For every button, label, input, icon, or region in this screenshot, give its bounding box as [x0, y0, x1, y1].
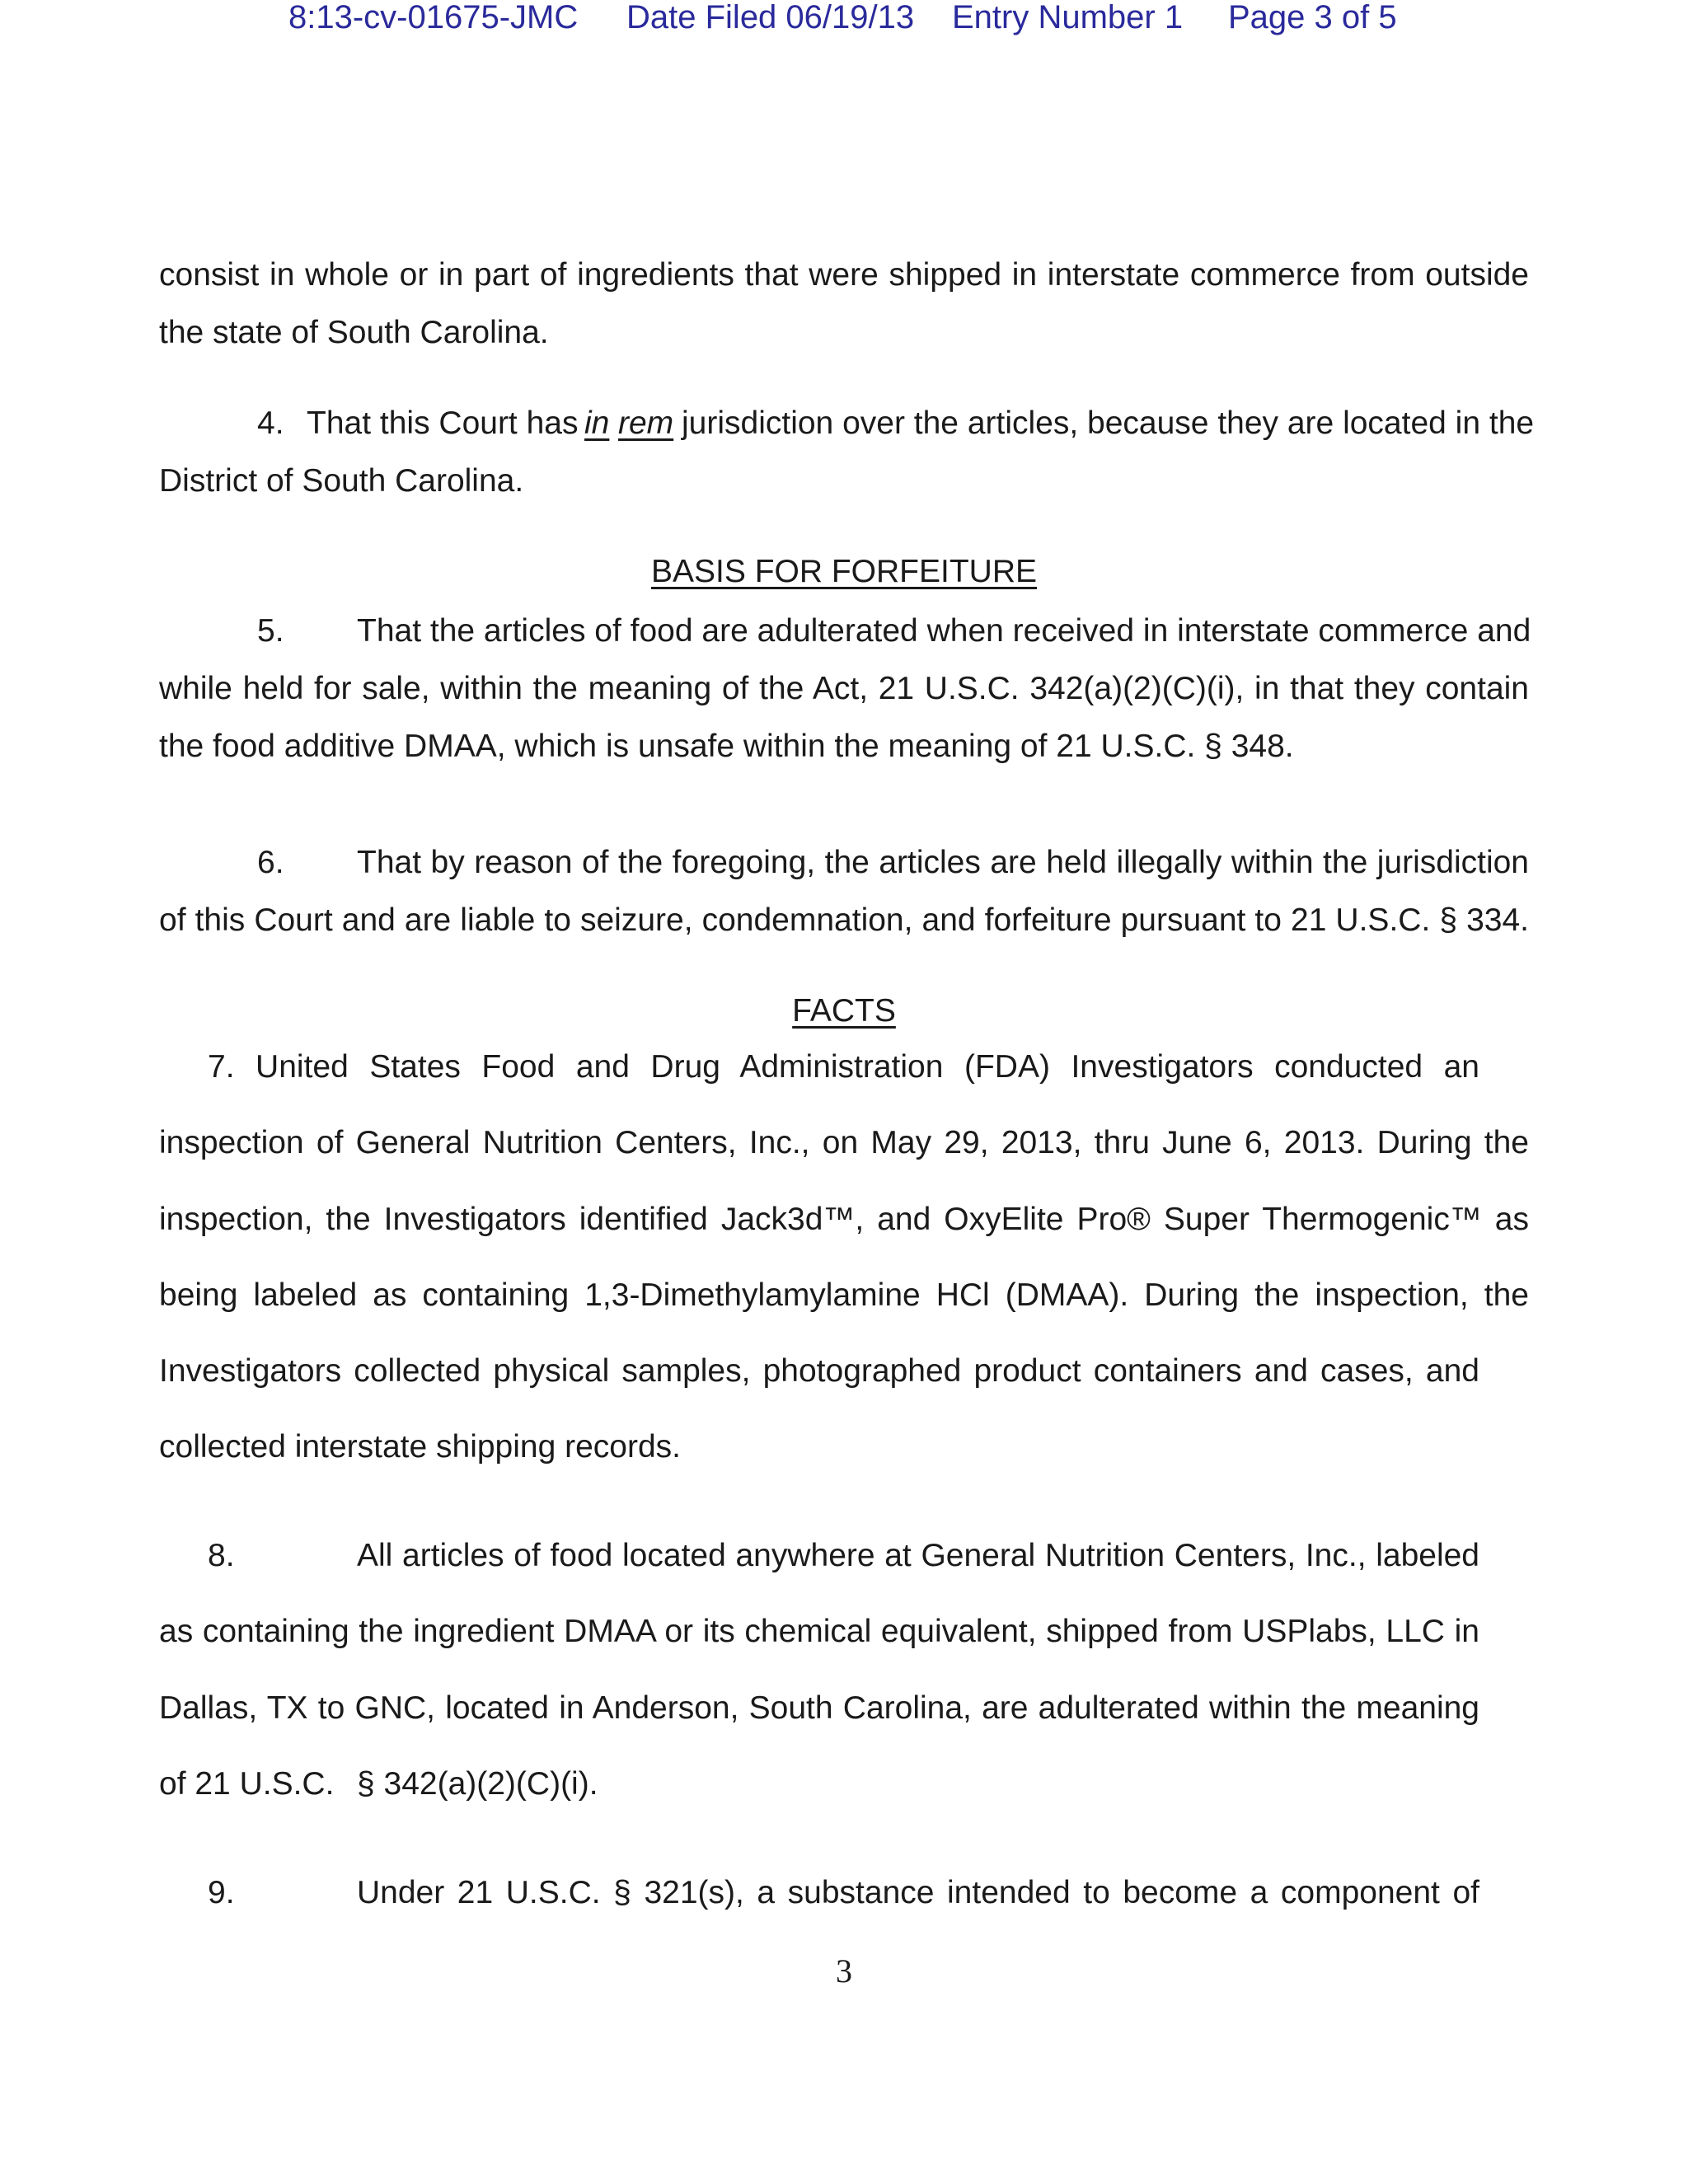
paragraph-4-number: 4.: [257, 405, 284, 441]
case-number: 8:13-cv-01675-JMC: [288, 0, 579, 35]
continuation-line-1: consist in whole or in part of ingredients that were shipped in interstate commerce from outside: [159, 257, 1529, 293]
continuation-line-2: the state of South Carolina.: [159, 315, 549, 350]
paragraph-8-line-3: Dallas, TX to GNC, located in Anderson, South Carolina, are adulterated within the meaning: [159, 1690, 1479, 1726]
paragraph-4-text-after: jurisdiction over the articles, because they are located in the: [682, 405, 1535, 441]
paragraph-4-in-term: in: [584, 405, 610, 441]
paragraph-5-line-3: the food additive DMAA, which is unsafe within the meaning of 21 U.S.C. § 348.: [159, 729, 1294, 764]
paragraph-8-line-1: All articles of food located anywhere at General Nutrition Centers, Inc., labeled: [357, 1538, 1479, 1573]
paragraph-5-line-2: while held for sale, within the meaning of the Act, 21 U.S.C. 342(a)(2)(C)(i), in that they contain: [159, 671, 1529, 706]
paragraph-7-line-5: Investigators collected physical samples, photographed product containers and cases, and: [159, 1353, 1479, 1389]
entry-number: Entry Number 1: [952, 0, 1184, 35]
paragraph-5-line-1: That the articles of food are adulterated when received in interstate commerce and: [357, 613, 1531, 649]
paragraph-7-line-4: being labeled as containing 1,3-Dimethylamylamine HCl (DMAA). During the inspection, the: [159, 1277, 1529, 1313]
paragraph-7-line-6: collected interstate shipping records.: [159, 1429, 682, 1465]
paragraph-8-line-4-citation: of 21 U.S.C.: [159, 1766, 335, 1802]
facts-heading: FACTS: [792, 993, 896, 1029]
paragraph-4-rem-term: rem: [618, 405, 674, 441]
paragraph-6-number: 6.: [257, 845, 284, 880]
paragraph-4-line-2: District of South Carolina.: [159, 463, 524, 499]
paragraph-7-line-3: inspection, the Investigators identified Jack3d™, and OxyElite Pro® Super Thermogenic™ as: [159, 1202, 1529, 1237]
paragraph-9-line-1: Under 21 U.S.C. § 321(s), a substance intended to become a component of: [357, 1875, 1479, 1910]
paragraph-4-text-before: That this Court has: [307, 405, 579, 441]
paragraph-9-number: 9.: [208, 1875, 235, 1910]
paragraph-7-line-2: inspection of General Nutrition Centers, Inc., on May 29, 2013, thru June 6, 2013. During the: [159, 1125, 1529, 1160]
paragraph-8-number: 8.: [208, 1538, 235, 1573]
paragraph-7-line-1: 7. United States Food and Drug Administration (FDA) Investigators conducted an: [208, 1049, 1479, 1085]
date-filed: Date Filed 06/19/13: [626, 0, 915, 35]
paragraph-8-line-4-section: § 342(a)(2)(C)(i).: [357, 1766, 598, 1802]
page-indicator: Page 3 of 5: [1228, 0, 1397, 35]
basis-for-forfeiture-heading: BASIS FOR FORFEITURE: [650, 554, 1038, 589]
page-number: 3: [836, 1952, 852, 1990]
paragraph-5-number: 5.: [257, 613, 284, 649]
paragraph-8-line-2: as containing the ingredient DMAA or its chemical equivalent, shipped from USPlabs, LLC in: [159, 1614, 1479, 1649]
paragraph-6-line-2: of this Court and are liable to seizure, condemnation, and forfeiture pursuant to 21 U.S.C. § 334.: [159, 902, 1529, 938]
paragraph-6-line-1: That by reason of the foregoing, the articles are held illegally within the jurisdiction: [357, 845, 1529, 880]
filing-header: [0, 0, 1688, 41]
